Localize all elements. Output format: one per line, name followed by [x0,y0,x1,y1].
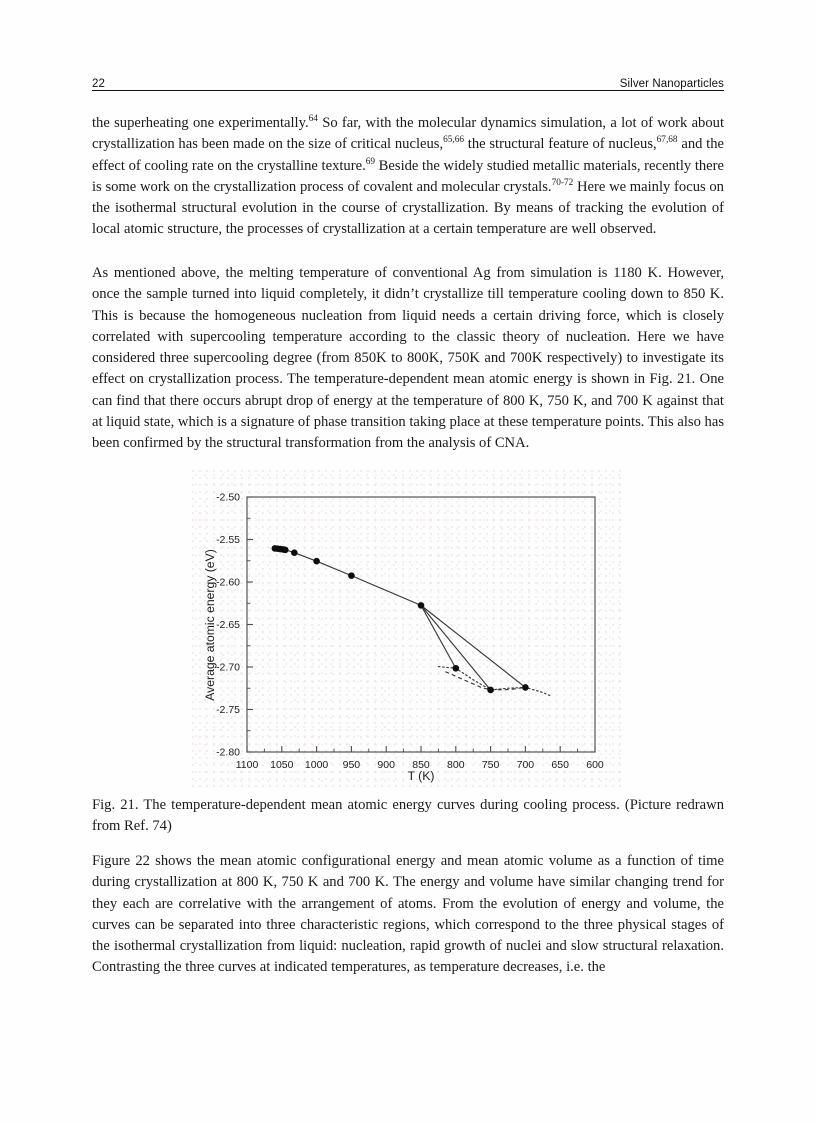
y-tick-label: -2.55 [216,534,240,547]
y-axis-title: Average atomic energy (eV) [203,549,217,701]
running-title: Silver Nanoparticles [619,78,724,90]
page-number: 22 [92,78,105,90]
chart-data-point [313,558,320,565]
chart-series-line [421,605,525,687]
x-tick-label: 800 [447,759,465,771]
page-header [92,68,724,90]
x-tick-label: 750 [481,759,500,771]
chart-data-point [282,547,289,554]
figure-21 [192,470,624,788]
p1-text-6: Here we mainly focus on the isothermal structural evolution in the course of crystallization. By means of tracking the evolution of local atomic structure, the processes of crystallization at a certain temperature are well observed. [92,178,724,238]
x-axis-title: T (K) [407,769,435,783]
citation-67-68: 67,68 [656,135,678,146]
x-axis-ticks [247,746,595,752]
x-tick-label: 650 [551,759,569,771]
chart-series-line [421,605,491,690]
x-tick-label: 1000 [304,759,329,771]
p1-text-4: and the effect of cooling rate on the crystalline texture. [92,136,724,174]
caption-text: Fig. 21. The temperature-dependent mean atomic energy curves during cooling process. (Picture redrawn from Ref. 74) [92,797,724,834]
x-tick-label: 1100 [235,759,259,771]
chart-data-point [453,665,460,672]
y-tick-label: -2.65 [216,619,240,632]
citation-70-72: 70-72 [551,178,574,189]
figure-caption [92,795,724,836]
p2-text: As mentioned above, the melting temperature of conventional Ag from simulation is 1180 K. However, once the sample turned into liquid completely, it didn’t crystallize till temperature cooling down to 850 K. This is because the homogeneous nucleation from liquid needs a certain driving force, which is closely correlated with supercooling temperature according to the classic theory of nucleation. Here we have considered three supercooling degree (from 850K to 800K, 750K and 700K respectively) to investigate its effect on crystallization process. The temperature-dependent mean atomic energy is shown in Fig. 21. One can find that there occurs abrupt drop of energy at the temperature of 800 K, 750 K, and 700 K against that at liquid state, which is a signature of phase transition taking place at these temperature points. This also has been confirmed by the structural transformation from the analysis of CNA. [92,265,724,452]
chart-series-line [275,548,421,605]
y-tick-label: -2.60 [216,576,240,589]
p1-text-1: the superheating one experimentally. [92,115,309,131]
p1-text-5: Beside the widely studied metallic materials, recently there is some work on the crystallization process of covalent and molecular crystals. [92,157,724,195]
chart-series-line [421,605,456,668]
citation-64: 64 [308,114,318,125]
y-axis-tick-labels [216,492,240,759]
citation-65-66: 65,66 [443,135,465,146]
y-axis-ticks [247,497,253,752]
y-tick-label: -2.70 [216,661,240,674]
x-tick-label: 950 [342,759,361,771]
body-paragraph-1 [92,113,724,241]
x-tick-label: 850 [412,759,430,771]
x-tick-label: 600 [586,759,604,771]
chart-data-point [487,687,494,694]
chart-marker-layer [272,545,529,693]
x-tick-label: 900 [377,759,395,771]
chart-data-point [291,549,298,556]
header-divider [92,90,724,91]
y-tick-label: -2.50 [216,491,240,504]
body-paragraph-2 [92,263,724,455]
chart-data-point [348,572,355,579]
p1-text-3: the structural feature of nucleus, [464,136,657,153]
x-tick-label: 700 [516,759,535,771]
citation-69: 69 [365,156,376,167]
x-tick-label: 1050 [270,759,294,771]
chart-data-point [418,602,425,609]
energy-temperature-chart [192,470,624,788]
chart-series-line [445,672,525,690]
y-tick-label: -2.75 [216,704,240,717]
p3-text: Figure 22 shows the mean atomic configurational energy and mean atomic volume as a function of time during crystallization at 800 K, 750 K and 700 K. The energy and volume have similar changing trend for they each are correlative with the arrangement of atoms. From the evolution of energy and volume, the curves can be separated into three characteristic regions, which correspond to the three physical stages of the isothermal crystallization from liquid: nucleation, rapid growth of nuclei and slow structural relaxation. Contrasting the three curves at indicated temperatures, as temperature decreases, i.e. the [92,853,724,976]
body-paragraph-3 [92,851,724,979]
chart-data-point [522,684,529,691]
p1-text-2: So far, with the molecular dynamics simulation, a lot of work about crystallization has been made on the size of critical nucleus, [92,115,724,153]
chart-series-layer [275,548,550,695]
plot-frame [247,497,595,752]
y-tick-label: -2.80 [216,746,240,759]
